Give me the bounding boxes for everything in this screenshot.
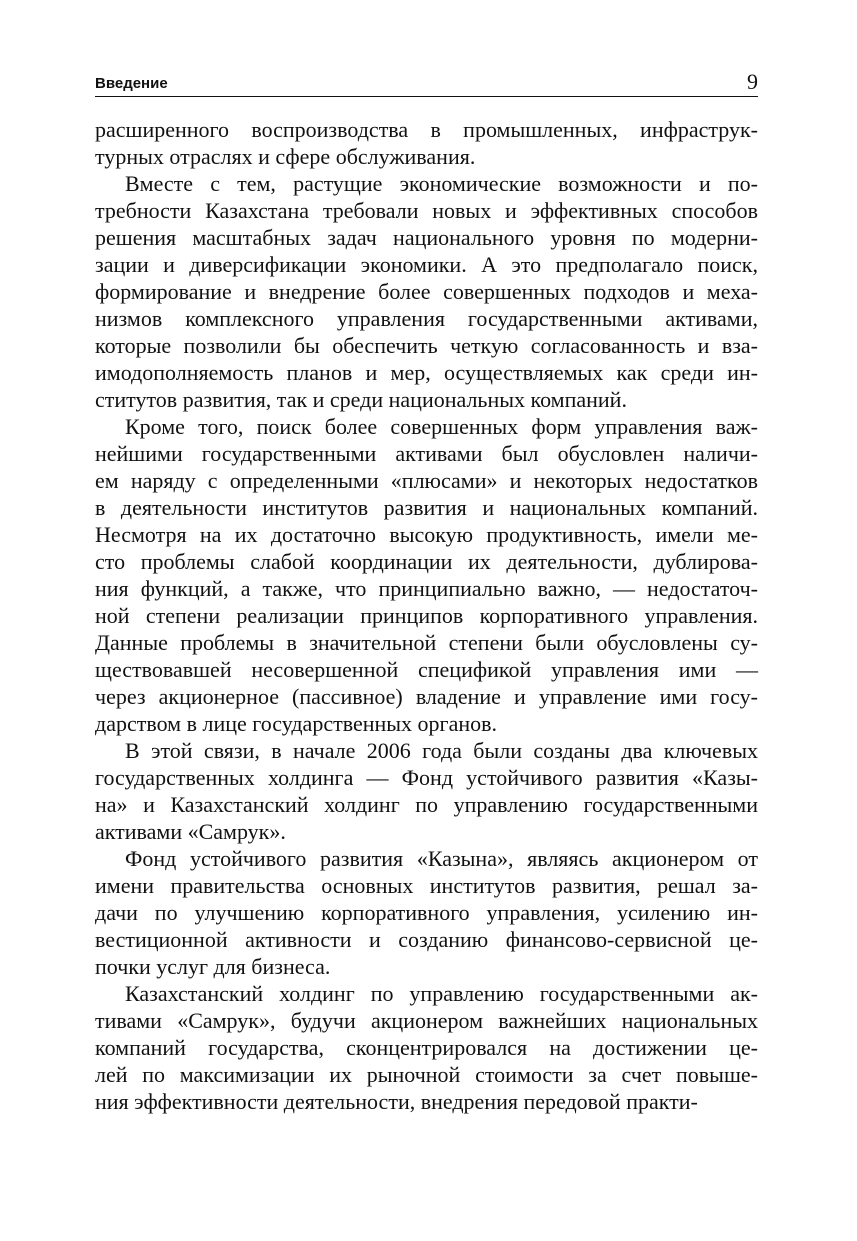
paragraph <box>95 845 758 980</box>
text-line: через акционерное (пассивное) владение и управление ими госу- <box>95 684 758 709</box>
text-line: тивами «Самрук», будучи акционером важнейших национальных <box>95 1008 758 1033</box>
text-line: дарством в лице государственных органов. <box>95 711 498 736</box>
text-line: лей по максимизации их рыночной стоимости за счет повыше- <box>95 1062 758 1087</box>
paragraph <box>95 980 758 1115</box>
text-line: ем наряду с определенными «плюсами» и некоторых недостатков <box>95 468 758 493</box>
text-line: низмов комплексного управления государственными активами, <box>95 306 758 331</box>
text-line: Кроме того, поиск более совершенных форм управления важ- <box>125 414 758 439</box>
text-line: компаний государства, сконцентрировался на достижении це- <box>95 1035 758 1060</box>
text-line: турных отраслях и сфере обслуживания. <box>95 144 476 169</box>
paragraph <box>95 413 758 737</box>
text-line: почки услуг для бизнеса. <box>95 954 331 979</box>
text-line: Казахстанский холдинг по управлению государственными ак- <box>125 981 758 1006</box>
text-line: в деятельности институтов развития и национальных компаний. <box>95 495 758 520</box>
text-line: ния эффективности деятельности, внедрения передовой практи- <box>95 1089 698 1114</box>
text-line: имодополняемость планов и мер, осуществляемых как среди ин- <box>95 360 758 385</box>
paragraph <box>95 170 758 413</box>
text-line: ществовавшей несовершенной спецификой управления ими — <box>95 657 758 682</box>
text-line: формирование и внедрение более совершенных подходов и меха- <box>95 279 758 304</box>
body-text <box>95 116 758 1115</box>
text-line: В этой связи, в начале 2006 года были созданы два ключевых <box>125 738 758 763</box>
text-line: требности Казахстана требовали новых и эффективных способов <box>95 198 758 223</box>
paragraph <box>95 116 758 170</box>
text-line: дачи по улучшению корпоративного управления, усилению ин- <box>95 900 758 925</box>
text-line: Фонд устойчивого развития «Казына», являясь акционером от <box>125 846 758 871</box>
page-number: 9 <box>747 69 758 94</box>
text-line: активами «Самрук». <box>95 819 286 844</box>
running-header <box>95 70 758 97</box>
text-line: ной степени реализации принципов корпоративного управления. <box>95 603 758 628</box>
text-line: зации и диверсификации экономики. А это предполагало поиск, <box>95 252 758 277</box>
text-line: которые позволили бы обеспечить четкую согласованность и вза- <box>95 333 758 358</box>
section-title: Введение <box>95 75 168 92</box>
text-line: расширенного воспроизводства в промышленных, инфраструк- <box>95 117 758 142</box>
text-line: государственных холдинга — Фонд устойчивого развития «Казы- <box>95 765 758 790</box>
text-line: решения масштабных задач национального уровня по модерни- <box>95 225 758 250</box>
text-line: ния функций, а также, что принципиально важно, — недостаточ- <box>95 576 758 601</box>
text-line: Вместе с тем, растущие экономические возможности и по- <box>125 171 758 196</box>
text-line: Несмотря на их достаточно высокую продуктивность, имели ме- <box>95 522 758 547</box>
text-line: сто проблемы слабой координации их деятельности, дублирова- <box>95 549 758 574</box>
text-line: имени правительства основных институтов развития, решал за- <box>95 873 758 898</box>
paragraph <box>95 737 758 845</box>
text-line: Данные проблемы в значительной степени были обусловлены су- <box>95 630 758 655</box>
text-line: вестиционной активности и созданию финансово-сервисной це- <box>95 927 758 952</box>
header-rule <box>95 96 758 97</box>
text-line: нейшими государственными активами был обусловлен наличи- <box>95 441 758 466</box>
text-line: на» и Казахстанский холдинг по управлению государственными <box>95 792 758 817</box>
text-line: ститутов развития, так и среди национальных компаний. <box>95 387 627 412</box>
